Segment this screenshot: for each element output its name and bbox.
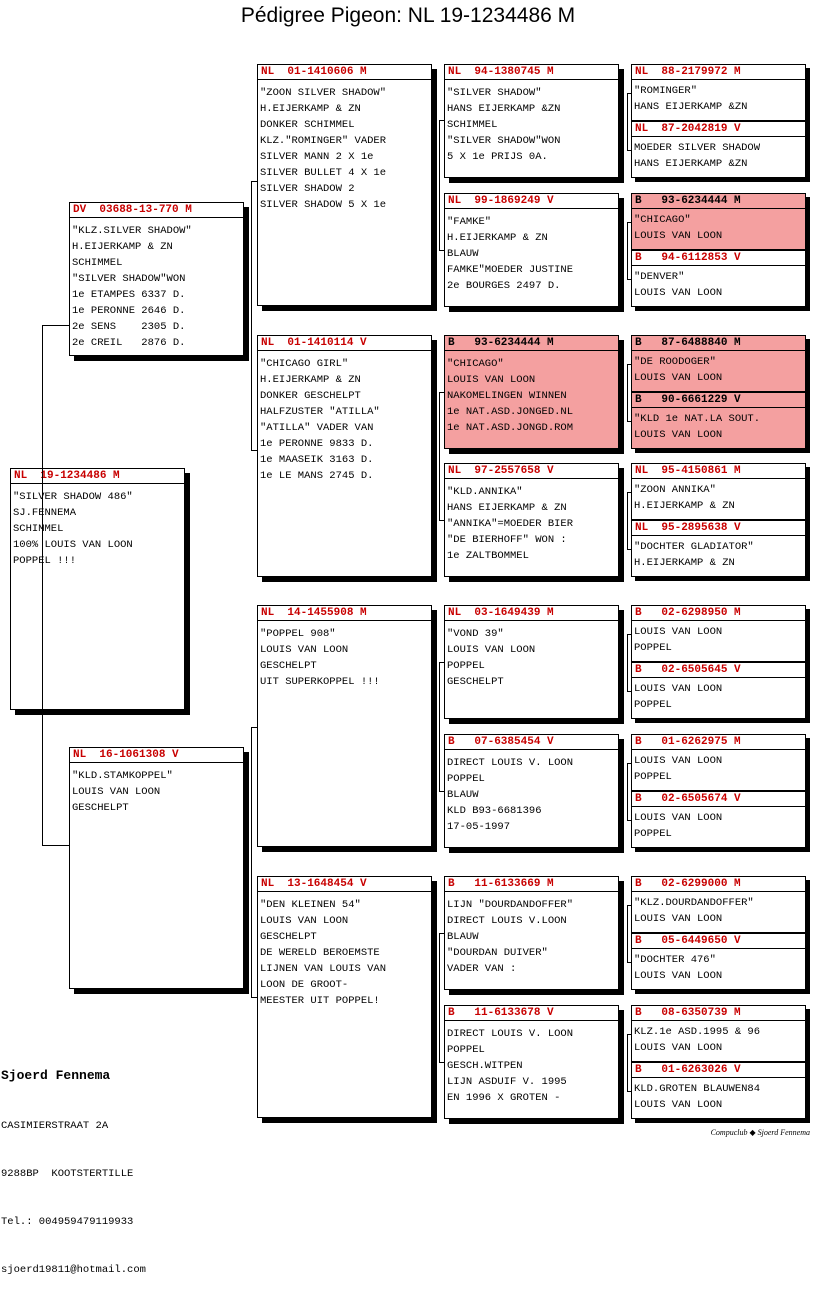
connector-line [439,791,444,792]
ring-number: NL 95-4150861 M [632,464,805,479]
pigeon-info-line: "ROMINGER" [634,85,698,97]
pigeon-info-line: LOUIS VAN LOON [634,683,723,695]
pigeon-info-line: HANS EIJERKAMP &ZN [447,103,561,115]
pigeon-info-line: H.EIJERKAMP & ZN [260,374,361,386]
connector-line [439,662,440,791]
pigeon-info-line: MEESTER UIT POPPEL! [260,995,380,1007]
connector-line [627,1091,631,1092]
page-title: Pédigree Pigeon: NL 19-1234486 M [240,4,576,27]
connector-line [627,364,631,365]
pigeon-info-line: GESCHELPT [260,660,317,672]
pigeon-info-line: NAKOMELINGEN WINNEN [447,390,567,402]
pigeon-info-line: LOUIS VAN LOON [634,913,723,925]
connector-line [627,150,631,151]
connector-line [42,325,43,845]
pigeon-card-mmm [444,1005,619,1119]
pigeon-info-line: SILVER SHADOW 5 X 1e [260,199,387,211]
pigeon-info-line: POPPEL [634,642,672,654]
pigeon-info-line: "DENVER" [634,271,685,283]
pigeon-info-line: GESCHELPT [260,931,317,943]
ring-number: NL 95-2895638 V [632,521,805,536]
pigeon-card-g9 [631,605,806,662]
pigeon-info-line: "DOURDAN DUIVER" [447,947,548,959]
connector-line [627,1034,631,1035]
pigeon-info-line: POPPEL [634,699,672,711]
pigeon-info-line: LOUIS VAN LOON [447,374,536,386]
pigeon-card-g7 [631,463,806,520]
connector-line [251,450,257,451]
connector-line [627,763,628,820]
ring-number: B 93-6234444 M [632,194,805,209]
pigeon-card-father [69,202,244,356]
pigeon-info-line: SILVER BULLET 4 X 1e [260,167,387,179]
connector-line [627,1034,628,1091]
ring-number: NL 97-2557658 V [445,464,618,479]
pigeon-info-line: 100% LOUIS VAN LOON [13,539,133,551]
connector-line [627,905,631,906]
pigeon-info-line: KLZ."ROMINGER" VADER [260,135,387,147]
pigeon-info-line: LOUIS VAN LOON [634,626,723,638]
pigeon-info-line: "ZOON SILVER SHADOW" [260,87,387,99]
ring-number: DV 03688-13-770 M [70,203,243,218]
connector-line [251,181,252,450]
pigeon-info-line: LOON DE GROOT- [260,979,349,991]
pigeon-info-line: KLD.GROTEN BLAUWEN84 [634,1083,761,1095]
pigeon-info-line: GESCH.WITPEN [447,1060,523,1072]
pigeon-info-line: "DE BIERHOFF" WON : [447,534,567,546]
connector-line [627,222,631,223]
pigeon-info-line: LIJN "DOURDANDOFFER" [447,899,574,911]
connector-line [627,634,631,635]
pigeon-info-line: LOUIS VAN LOON [260,644,349,656]
pigeon-info-line: 1e LE MANS 2745 D. [260,470,374,482]
pigeon-info-line: EN 1996 X GROTEN - [447,1092,561,1104]
ring-number: NL 19-1234486 M [11,469,184,484]
ring-number: B 87-6488840 M [632,336,805,351]
pigeon-info-line: FAMKE"MOEDER JUSTINE [447,264,574,276]
ring-number: NL 16-1061308 V [70,748,243,763]
ring-number: NL 87-2042819 V [632,122,805,137]
pigeon-info-line: LOUIS VAN LOON [447,644,536,656]
ring-number: NL 03-1649439 M [445,606,618,621]
pigeon-info-line: DIRECT LOUIS V. LOON [447,1028,574,1040]
owner-street: CASIMIERSTRAAT 2A [1,1120,109,1132]
pigeon-info-line: "CHICAGO GIRL" [260,358,349,370]
pigeon-info-line: HANS EIJERKAMP & ZN [447,502,567,514]
pigeon-info-line: 1e PERONNE 9833 D. [260,438,374,450]
pigeon-card-g8 [631,520,806,577]
pigeon-card-mff [444,605,619,719]
pigeon-card-mm [257,876,432,1118]
pigeon-card-g1 [631,64,806,121]
connector-line [627,222,628,279]
pigeon-info-line: "DOCHTER GLADIATOR" [634,541,754,553]
connector-line [251,997,257,998]
pigeon-card-g11 [631,734,806,791]
pigeon-info-line: "SILVER SHADOW 486" [13,491,133,503]
pigeon-info-line: SCHIMMEL [72,257,123,269]
pigeon-card-g15 [631,1005,806,1062]
pigeon-info-line: "KLZ.DOURDANDOFFER" [634,897,754,909]
pigeon-info-line: "FAMKE" [447,216,492,228]
pigeon-card-g13 [631,876,806,933]
pigeon-info-line: "CHICAGO" [447,358,504,370]
pigeon-card-mfm [444,734,619,848]
pigeon-card-g4 [631,250,806,307]
ring-number: B 94-6112853 V [632,251,805,266]
pigeon-info-line: "POPPEL 908" [260,628,336,640]
ring-number: NL 99-1869249 V [445,194,618,209]
pigeon-info-line: "DE ROODOGER" [634,356,716,368]
pigeon-info-line: LOUIS VAN LOON [72,786,161,798]
connector-line [251,727,252,997]
pigeon-info-line: "ZOON ANNIKA" [634,484,716,496]
pigeon-info-line: DONKER SCHIMMEL [260,119,355,131]
ring-number: B 02-6505645 V [632,663,805,678]
pigeon-info-line: LOUIS VAN LOON [634,970,723,982]
pigeon-info-line: "VOND 39" [447,628,504,640]
pigeon-info-line: SCHIMMEL [13,523,64,535]
connector-line [627,905,628,962]
pigeon-info-line: H.EIJERKAMP & ZN [260,103,361,115]
pigeon-info-line: POPPEL [634,828,672,840]
pigeon-info-line: LOUIS VAN LOON [260,915,349,927]
connector-line [627,634,628,691]
pigeon-card-g12 [631,791,806,848]
ring-number: NL 01-1410114 V [258,336,431,351]
connector-line [439,933,444,934]
pigeon-card-g3 [631,193,806,250]
connector-line [627,691,631,692]
ring-number: B 07-6385454 V [445,735,618,750]
pigeon-info-line: HANS EIJERKAMP &ZN [634,101,748,113]
pigeon-info-line: LOUIS VAN LOON [634,1099,723,1111]
ring-number: B 11-6133678 V [445,1006,618,1021]
ring-number: NL 01-1410606 M [258,65,431,80]
pigeon-info-line: DE WERELD BEROEMSTE [260,947,380,959]
pigeon-info-line: H.EIJERKAMP & ZN [72,241,173,253]
pigeon-info-line: "KLD.ANNIKA" [447,486,523,498]
pigeon-card-main [10,468,185,710]
footer-credit: Compuclub ◆ Sjoerd Fennema [710,1128,810,1137]
ring-number: B 02-6298950 M [632,606,805,621]
pigeon-info-line: "CHICAGO" [634,214,691,226]
connector-line [439,120,440,250]
pigeon-info-line: HALFZUSTER "ATILLA" [260,406,380,418]
pigeon-info-line: "KLD 1e NAT.LA SOUT. [634,413,761,425]
ring-number: B 01-6262975 M [632,735,805,750]
pigeon-info-line: SILVER MANN 2 X 1e [260,151,374,163]
connector-line [42,845,69,846]
pigeon-info-line: H.EIJERKAMP & ZN [447,232,548,244]
pigeon-info-line: SJ.FENNEMA [13,507,77,519]
pigeon-info-line: POPPEL !!! [13,555,77,567]
pigeon-info-line: LOUIS VAN LOON [634,812,723,824]
pigeon-info-line: POPPEL [447,660,485,672]
connector-line [627,962,631,963]
pigeon-info-line: BLAUW [447,248,479,260]
pigeon-info-line: POPPEL [447,1044,485,1056]
pigeon-info-line: "SILVER SHADOW" [447,87,542,99]
connector-line [627,93,631,94]
connector-line [627,421,631,422]
pigeon-info-line: LOUIS VAN LOON [634,1042,723,1054]
pigeon-info-line: LOUIS VAN LOON [634,230,723,242]
connector-line [42,325,69,326]
pigeon-info-line: KLZ.1e ASD.1995 & 96 [634,1026,761,1038]
pigeon-card-g10 [631,662,806,719]
pigeon-info-line: H.EIJERKAMP & ZN [634,500,735,512]
pigeon-info-line: LIJN ASDUIF V. 1995 [447,1076,567,1088]
pigeon-info-line: MOEDER SILVER SHADOW [634,142,761,154]
connector-line [627,820,631,821]
pigeon-info-line: HANS EIJERKAMP &ZN [634,158,748,170]
connector-line [439,392,444,393]
connector-line [627,763,631,764]
pigeon-card-mf [257,605,432,847]
connector-line [627,279,631,280]
pigeon-info-line: 2e BOURGES 2497 D. [447,280,561,292]
ring-number: B 93-6234444 M [445,336,618,351]
ring-number: NL 94-1380745 M [445,65,618,80]
pigeon-info-line: "SILVER SHADOW"WON [72,273,186,285]
connector-line [439,662,444,663]
connector-line [627,93,628,150]
pigeon-info-line: POPPEL [634,771,672,783]
ring-number: B 08-6350739 M [632,1006,805,1021]
pigeon-info-line: H.EIJERKAMP & ZN [634,557,735,569]
owner-city: 9288BP KOOTSTERTILLE [1,1168,134,1180]
pigeon-info-line: 2e SENS 2305 D. [72,321,186,333]
ring-number: B 05-6449650 V [632,934,805,949]
connector-line [627,364,628,421]
pigeon-card-ff [257,64,432,306]
pigeon-info-line: DIRECT LOUIS V. LOON [447,757,574,769]
pigeon-info-line: KLD B93-6681396 [447,805,542,817]
pigeon-info-line: SCHIMMEL [447,119,498,131]
pigeon-card-fmf [444,335,619,449]
pigeon-info-line: BLAUW [447,931,479,943]
pigeon-info-line: DONKER GESCHELPT [260,390,361,402]
pigeon-card-g2 [631,121,806,178]
pigeon-info-line: GESCHELPT [72,802,129,814]
pigeon-card-g16 [631,1062,806,1119]
pigeon-info-line: 1e PERONNE 2646 D. [72,305,186,317]
owner-phone: Tel.: 004959479119933 [1,1216,134,1228]
pigeon-card-g14 [631,933,806,990]
connector-line [627,492,631,493]
pigeon-info-line: LIJNEN VAN LOUIS VAN [260,963,387,975]
connector-line [439,933,440,1062]
ring-number: B 90-6661229 V [632,393,805,408]
connector-line [627,492,628,549]
pigeon-card-ffm [444,193,619,307]
pigeon-info-line: LOUIS VAN LOON [634,287,723,299]
owner-email: sjoerd19811@hotmail.com [1,1264,146,1276]
pigeon-info-line: "SILVER SHADOW"WON [447,135,561,147]
connector-line [627,549,631,550]
pigeon-info-line: "DEN KLEINEN 54" [260,899,361,911]
ring-number: B 02-6299000 M [632,877,805,892]
pigeon-info-line: LOUIS VAN LOON [634,429,723,441]
pigeon-info-line: LOUIS VAN LOON [634,372,723,384]
pigeon-info-line: 17-05-1997 [447,821,511,833]
connector-line [439,520,444,521]
pigeon-card-fff [444,64,619,178]
pigeon-card-g5 [631,335,806,392]
pigeon-info-line: 5 X 1e PRIJS 0A. [447,151,548,163]
pigeon-info-line: "KLD.STAMKOPPEL" [72,770,173,782]
pigeon-card-mother [69,747,244,989]
connector-line [439,120,444,121]
pigeon-info-line: 1e NAT.ASD.JONGED.NL [447,406,574,418]
pigeon-card-g6 [631,392,806,449]
pigeon-info-line: UIT SUPERKOPPEL !!! [260,676,380,688]
pigeon-info-line: SILVER SHADOW 2 [260,183,355,195]
ring-number: NL 13-1648454 V [258,877,431,892]
pigeon-info-line: 1e ZALTBOMMEL [447,550,529,562]
pigeon-info-line: "ATILLA" VADER VAN [260,422,374,434]
pigeon-info-line: 1e NAT.ASD.JONGD.ROM [447,422,574,434]
ring-number: B 02-6505674 V [632,792,805,807]
ring-number: B 11-6133669 M [445,877,618,892]
pigeon-info-line: 1e MAASEIK 3163 D. [260,454,374,466]
pigeon-info-line: DIRECT LOUIS V.LOON [447,915,567,927]
pigeon-info-line: LOUIS VAN LOON [634,755,723,767]
connector-line [439,250,444,251]
pigeon-info-line: VADER VAN : [447,963,517,975]
pigeon-info-line: 2e CREIL 2876 D. [72,337,186,349]
pigeon-info-line: "KLZ.SILVER SHADOW" [72,225,192,237]
pigeon-card-mmf [444,876,619,990]
ring-number: NL 88-2179972 M [632,65,805,80]
pigeon-info-line: GESCHELPT [447,676,504,688]
pigeon-info-line: "ANNIKA"=MOEDER BIER [447,518,574,530]
connector-line [439,1062,444,1063]
pigeon-info-line: BLAUW [447,789,479,801]
ring-number: B 01-6263026 V [632,1063,805,1078]
connector-line [251,181,257,182]
owner-info [1,1034,146,1294]
pigeon-info-line: "DOCHTER 476" [634,954,716,966]
ring-number: NL 14-1455908 M [258,606,431,621]
connector-line [439,392,440,520]
pigeon-info-line: 1e ETAMPES 6337 D. [72,289,186,301]
pigeon-info-line: POPPEL [447,773,485,785]
owner-name: Sjoerd Fennema [1,1068,111,1083]
pigeon-card-fmm [444,463,619,577]
connector-line [251,727,257,728]
pigeon-card-fm [257,335,432,577]
